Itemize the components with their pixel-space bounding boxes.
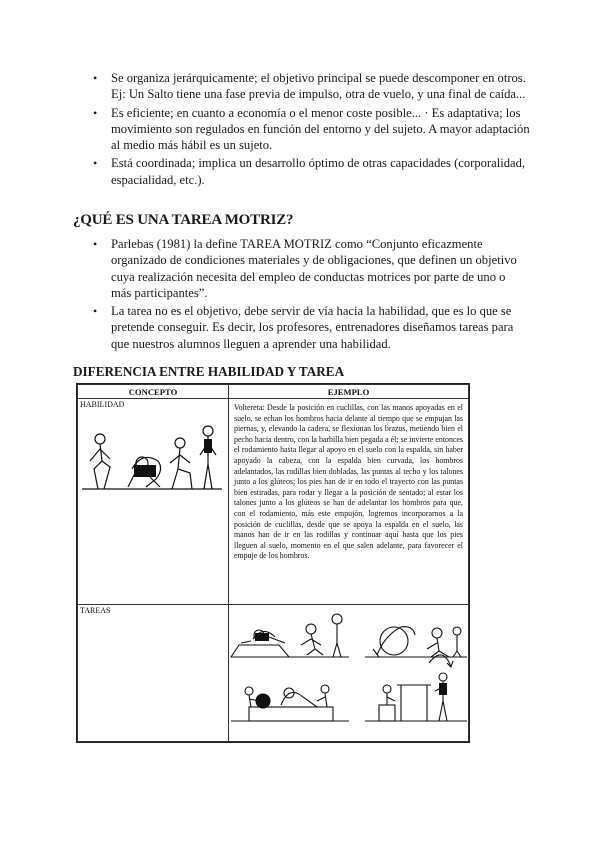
intro-bullet-list	[73, 70, 533, 190]
tareas-illustration-cell	[229, 605, 469, 742]
list-item: • La tarea no es el objetivo, debe servir de vía hacia la habilidad, que es lo que se pretende conseguir. Es decir, los profesores, entrenadores diseñamos tareas para que nuestros alumnos lleguen a aprender una habilidad.	[73, 303, 528, 352]
section-heading-diferencia: DIFERENCIA ENTRE HABILIDAD Y TAREA	[73, 364, 345, 379]
tareas-label: TAREAS	[80, 606, 111, 615]
column-header-concepto: CONCEPTO	[78, 385, 229, 399]
list-item: • Se organiza jerárquicamente; el objetivo principal se puede descomponer en otros. Ej: Un Salto tiene una fase previa de impulso, otra de vuelo, y una final de caída...	[73, 70, 533, 103]
scanned-comparison-table	[76, 383, 470, 743]
list-item: • Está coordinada; implica un desarrollo óptimo de otras capacidades (corporalidad, espacialidad, etc.).	[73, 155, 533, 188]
habilidad-cell	[78, 399, 229, 605]
somersault-illustration	[80, 409, 224, 497]
section-heading-tarea: ¿QUÉ ES UNA TAREA MOTRIZ?	[73, 212, 294, 228]
tarea-bullet-list	[73, 236, 528, 354]
list-item: • Parlebas (1981) la define TAREA MOTRIZ como “Conjunto eficazmente organizado de condiciones materiales y de obligaciones, que definen un objetivo cuya realización necesita del empleo de conductas motrices por parte de uno o más participantes”.	[73, 236, 528, 301]
column-header-ejemplo: EJEMPLO	[229, 385, 469, 399]
list-item: • Es eficiente; en cuanto a economía o el menor coste posible... · Es adaptativa; los movimiento son regulados en función del entorno y del sujeto. A mayor adaptación al medio más hábil es un sujeto.	[73, 105, 533, 154]
tareas-illustration	[229, 605, 469, 740]
habilidad-label: HABILIDAD	[80, 400, 125, 409]
habilidad-description: Voltereta: Desde la posición en cuclillas, con las manos apoyadas en el suelo, se echan los hombros hacia delante al tiempo que se empujan las piernas, y, elevando la cadera, se flexionan los brazos, metiendo bien el pecho hacia dentro, con la barbilla bien pegada a él; se invierte entonces el rodamiento hasta llegar al apoyo en el suelo con la espalda, sin haber apoyado la cabeza, con la espalda bien curvada, los hombros adelantados, las rodillas bien dobladas, las puntas al techo y los talones junto a los glúteos; los pies han de ir en todo el trayecto con las puntas bien estiradas, para rodar y llegar a la posición de sentado; al estar los talones junto a los glúteos se han de adelantar los hombros para que, con el rodamiento, más este empujón, logremos incorporarnos a la posición de cuclillas, desde que se apoya la espalda en el suelo, las manos han de ir en las rodillas y continuar aquí hasta que los pies lleguen al suelo, momento en el que salen adelante, para favorecer el empuje de los hombros.	[229, 399, 469, 605]
tareas-cell	[78, 605, 229, 742]
